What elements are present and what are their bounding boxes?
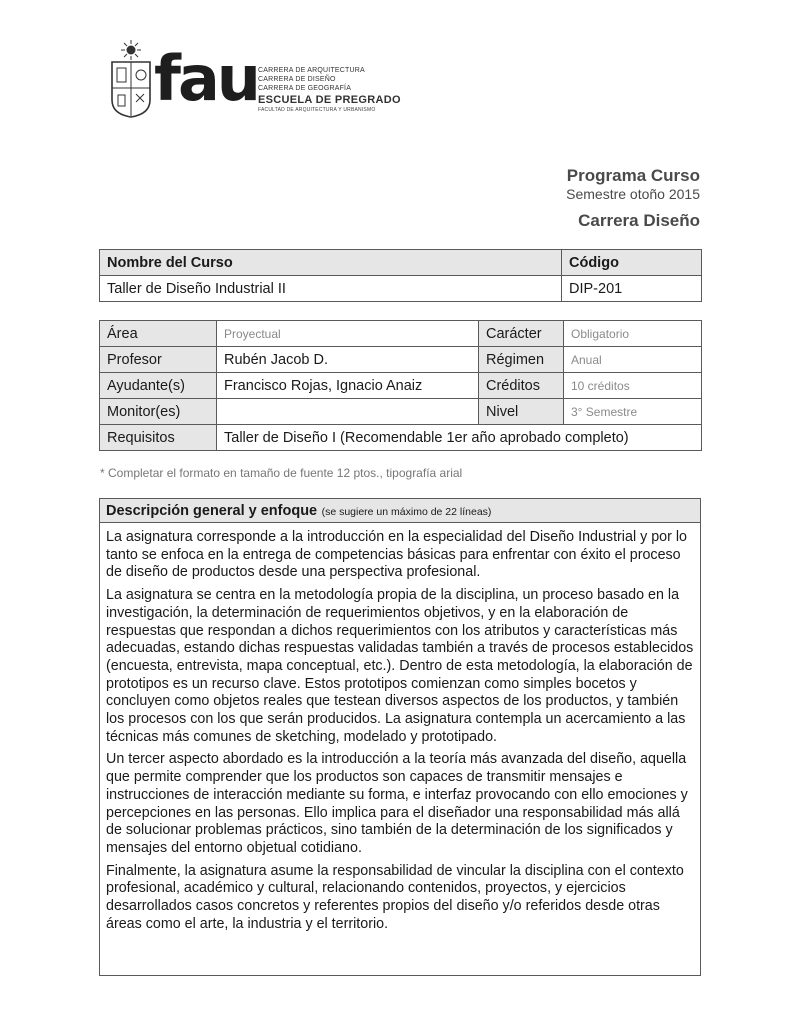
ayudante-label: Ayudante(s): [100, 373, 217, 399]
description-paragraph-1: La asignatura corresponde a la introducción en la especialidad del Diseño Industrial y por lo tanto se enfoca en la entrega de competencias básicas para enfrentar con éxito el proceso de diseño de productos desde una perspectiva profesional.: [106, 529, 687, 581]
semester-label: Semestre otoño 2015: [566, 186, 700, 202]
university-seal-icon: [110, 40, 152, 118]
logo-line-facultad: FACULTAD DE ARQUITECTURA Y URBANISMO: [258, 107, 376, 113]
ayudante-value: Francisco Rojas, Ignacio Anaiz: [217, 373, 479, 399]
nivel-label: Nivel: [479, 399, 564, 425]
monitor-label: Monitor(es): [100, 399, 217, 425]
course-name-value: Taller de Diseño Industrial II: [100, 276, 562, 302]
monitor-value: [217, 399, 479, 425]
course-code-value: DIP-201: [562, 276, 702, 302]
caracter-label: Carácter: [479, 321, 564, 347]
career-label: Carrera Diseño: [578, 211, 700, 230]
logo-line-diseno: CARRERA DE DISEÑO: [258, 76, 336, 83]
regimen-value: Anual: [564, 347, 702, 373]
course-name-header: Nombre del Curso: [100, 250, 562, 276]
course-table: [99, 249, 702, 302]
description-paragraph-3: Un tercer aspecto abordado es la introducción a la teoría más avanzada del diseño, aquella que permite comprender que los productos son capaces de transmitir mensajes e instrucciones de interacción mediante su forma, e interfaz provocando con ello emociones y percepciones en las personas. Ello implica para el diseñador una responsabilidad más allá de solucionar problemas prácticos, sino también de la determinación de los significados y mensajes del entorno objetual cotidiano.: [106, 751, 688, 856]
document-title: Programa Curso: [566, 166, 700, 185]
creditos-value: 10 créditos: [564, 373, 702, 399]
description-title: Descripción general y enfoque: [106, 503, 318, 519]
requisitos-label: Requisitos: [100, 425, 217, 451]
logo-line-escuela: ESCUELA DE PREGRADO: [258, 94, 401, 106]
description-paragraph-4: Finalmente, la asignatura asume la responsabilidad de vincular la disciplina con el contexto profesional, académico y cultural, relacionando contenidos, proyectos, y ejercicios desarrollados casos concretos y referentes propios del diseño y/o referidos desde otras áreas como el arte, la industria y el territorio.: [106, 862, 684, 932]
logo-line-arquitectura: CARRERA DE ARQUITECTURA: [258, 67, 365, 74]
nivel-value: 3° Semestre: [564, 399, 702, 425]
description-header: [100, 499, 700, 523]
area-value: Proyectual: [217, 321, 479, 347]
description-box: [99, 498, 701, 976]
course-code-header: Código: [562, 250, 702, 276]
fau-wordmark: fau: [154, 42, 258, 115]
format-note: * Completar el formato en tamaño de fuente 12 ptos., tipografía arial: [100, 466, 463, 480]
description-hint: (se sugiere un máximo de 22 líneas): [321, 506, 492, 518]
creditos-label: Créditos: [479, 373, 564, 399]
area-label: Área: [100, 321, 217, 347]
requisitos-value: Taller de Diseño I (Recomendable 1er año aprobado completo): [217, 425, 702, 451]
profesor-value: Rubén Jacob D.: [217, 347, 479, 373]
course-info-table: [99, 320, 702, 451]
description-paragraph-2: La asignatura se centra en la metodología propia de la disciplina, un proceso basado en la investigación, la determinación de requerimientos objetivos, y en la elaboración de respuestas que respondan a dichos requerimientos con los atributos y características más adecuadas, estando dichas respuestas validadas también a través de procesos establecidos (encuesta, entrevista, mapa conceptual, etc.). Dentro de esta metodología, la elaboración de prototipos es un recurso clave. Estos prototipos comienzan como simples bocetos y concluyen como objetos reales que testean diversos aspectos de los productos, y también los procesos con los que serán producidos. La asignatura contempla un acercamiento a las técnicas más comunes de sketching, modelado y prototipado.: [106, 587, 694, 745]
profesor-label: Profesor: [100, 347, 217, 373]
logo-line-geografia: CARRERA DE GEOGRAFÍA: [258, 85, 352, 92]
description-body: [100, 523, 700, 933]
caracter-value: Obligatorio: [564, 321, 702, 347]
regimen-label: Régimen: [479, 347, 564, 373]
